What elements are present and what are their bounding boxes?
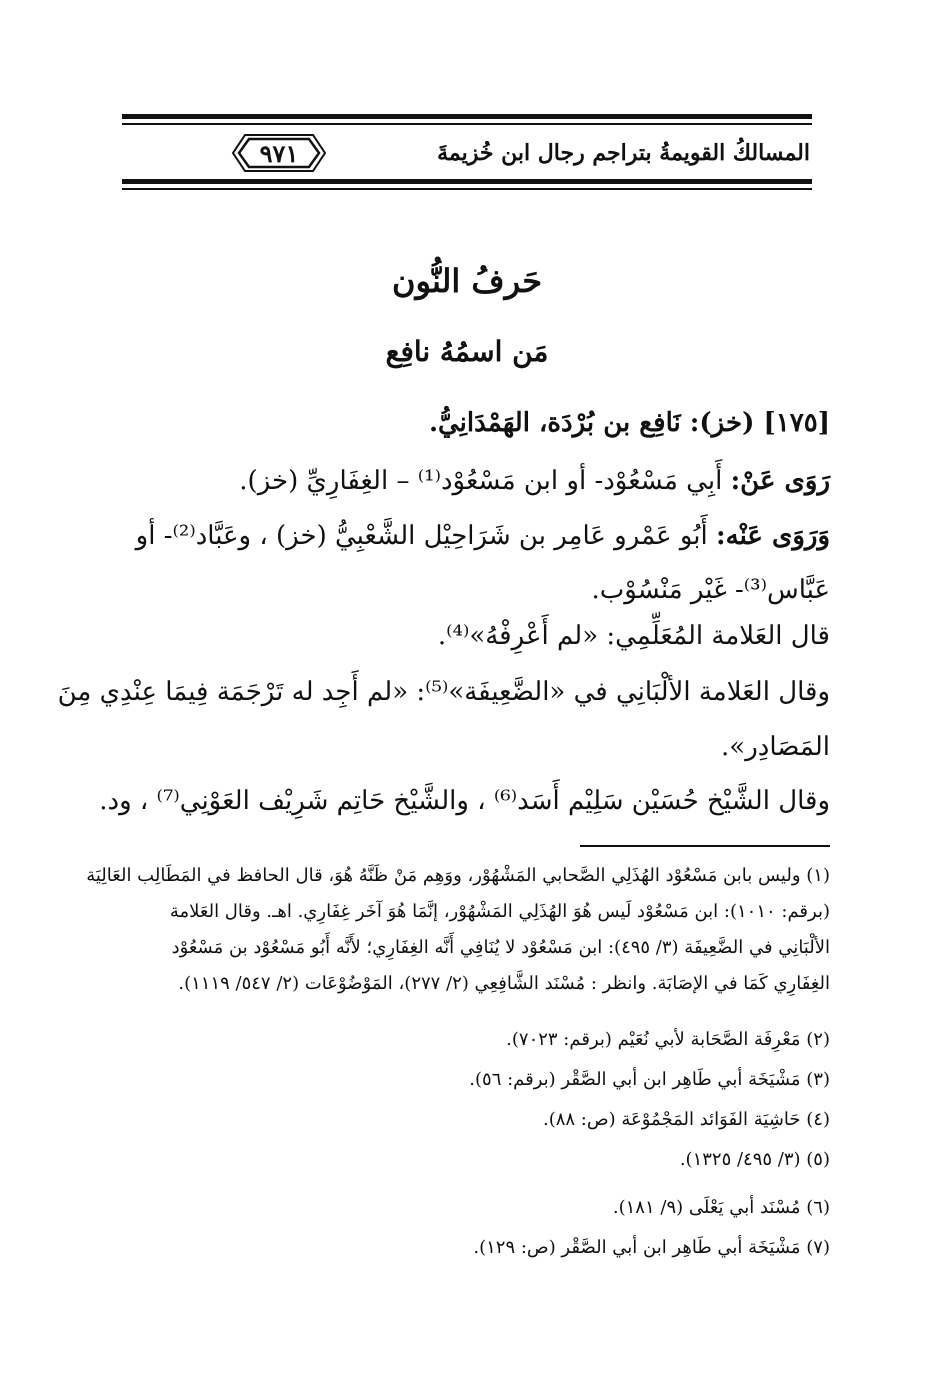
quote-asad-awni: وقال الشَّيْخ حُسَيْن سَلِيْم أَسَد⁽⁶⁾ ، والشَّيْخ حَاتِم شَرِيْف العَوْنِي⁽⁷⁾ ، ود. [99, 786, 830, 816]
narrated-by-line-1 [136, 521, 830, 551]
entry-number: [١٧٥] [763, 408, 830, 438]
running-head: المسالكُ القويمةُ بتراجم رجال ابن خُزيمةَ [437, 140, 810, 166]
narrated-from-label: رَوَى عَنْ: [730, 466, 830, 496]
footnote-1-line-3: الألْبَانِي في الضَّعِيفَة (٣/ ٤٩٥): ابن مَسْعُوْد لا يُنَافِي أَنَّه الغِفَارِي؛ لأَنَّه أَبُو مَسْعُوْد بن مَسْعُوْد [171, 937, 830, 958]
narrated-by-line-2: عَبَّاس⁽³⁾- غَيْر مَنْسُوْب. [591, 575, 830, 605]
quote-albani-line-1: وقال العَلامة الألْبَانِي في «الضَّعِيفَة»⁽⁵⁾: «لم أَجِد له تَرْجَمَة فِيمَا عِنْدِي مِنَ [57, 677, 830, 707]
footnote-5: (٥) (٣/ ٤٩٥/ ١٣٢٥). [679, 1149, 830, 1170]
entry-title-line [429, 408, 830, 438]
narrated-from-line [239, 466, 830, 496]
footnote-1-line-4: الغِفَارِي كَمَا في الإصَابَة. وانظر : مُسْنَد الشَّافِعِي (٢/ ٢٧٧)، المَوْضُوْعَات (٢/ ٥٤٧/ ١١١٩). [178, 973, 830, 994]
footnote-2: (٢) مَعْرِفَة الصَّحَابة لأبي نُعَيْم (برقم: ٧٠٢٣). [506, 1029, 830, 1050]
narrated-from-text: أَبِي مَسْعُوْد- أو ابن مَسْعُوْد⁽¹⁾ – الغِفَارِيِّ (خز). [239, 466, 723, 496]
header-rule-bottom [122, 179, 812, 184]
footnote-1-line-1: (١) وليس بابن مَسْعُوْد الهُذَلِي الصَّحابي المَشْهُوْر، ووَهِم مَنْ ظَنَّهُ هُوَ، قال الحافظ في المَطَالِب العَالِيَة [86, 865, 830, 886]
page-number: ٩٧١ [259, 139, 299, 168]
footnote-4: (٤) حَاشِيَة الفَوَائد المَجْمُوْعَة (ص: ٨٨). [542, 1109, 830, 1130]
footnote-3: (٣) مَشْيَخَة أبي طَاهِر ابن أبي الصَّقْر (برقم: ٥٦). [469, 1069, 830, 1090]
footnote-6: (٦) مُسْنَد أبي يَعْلَى (٩/ ١٨١). [612, 1197, 830, 1218]
header-rule-top [122, 114, 812, 119]
narrated-by-label: وَرَوَى عَنْه: [716, 521, 830, 551]
footnote-7: (٧) مَشْيَخَة أبي طَاهِر ابن أبي الصَّقْر (ص: ١٢٩). [473, 1237, 830, 1258]
narrated-by-text-1: أَبُو عَمْرو عَامِر بن شَرَاحِيْل الشَّعْبِيُّ (خز) ، وعَبَّاد⁽²⁾- أو [135, 521, 708, 551]
quote-albani-line-2: المَصَادِر». [721, 732, 830, 762]
subsection-heading: مَن اسمُهُ نافِع [385, 335, 549, 368]
header-rule-bottom-thin [122, 188, 812, 190]
section-heading: حَرفُ النُّون [391, 262, 543, 300]
footnote-1-line-2: (برقم: ١٠١٠): ابن مَسْعُوْد لَيس هُوَ الهُذَلِي المَشْهُوْر، إنَّمَا هُوَ آخَر غِفَارِي. اهـ. وقال العَلامة [169, 901, 830, 922]
quote-muallimi: قال العَلامة المُعَلِّمِي: «لم أَعْرِفْهُ»⁽⁴⁾. [437, 621, 830, 651]
header-rule-top-thin [122, 123, 812, 125]
entry-title: (خز): نَافِع بن بُرْدَة، الهَمْدَانِيُّ. [428, 408, 755, 438]
page-number-badge [231, 132, 327, 174]
footnote-separator [580, 845, 830, 847]
